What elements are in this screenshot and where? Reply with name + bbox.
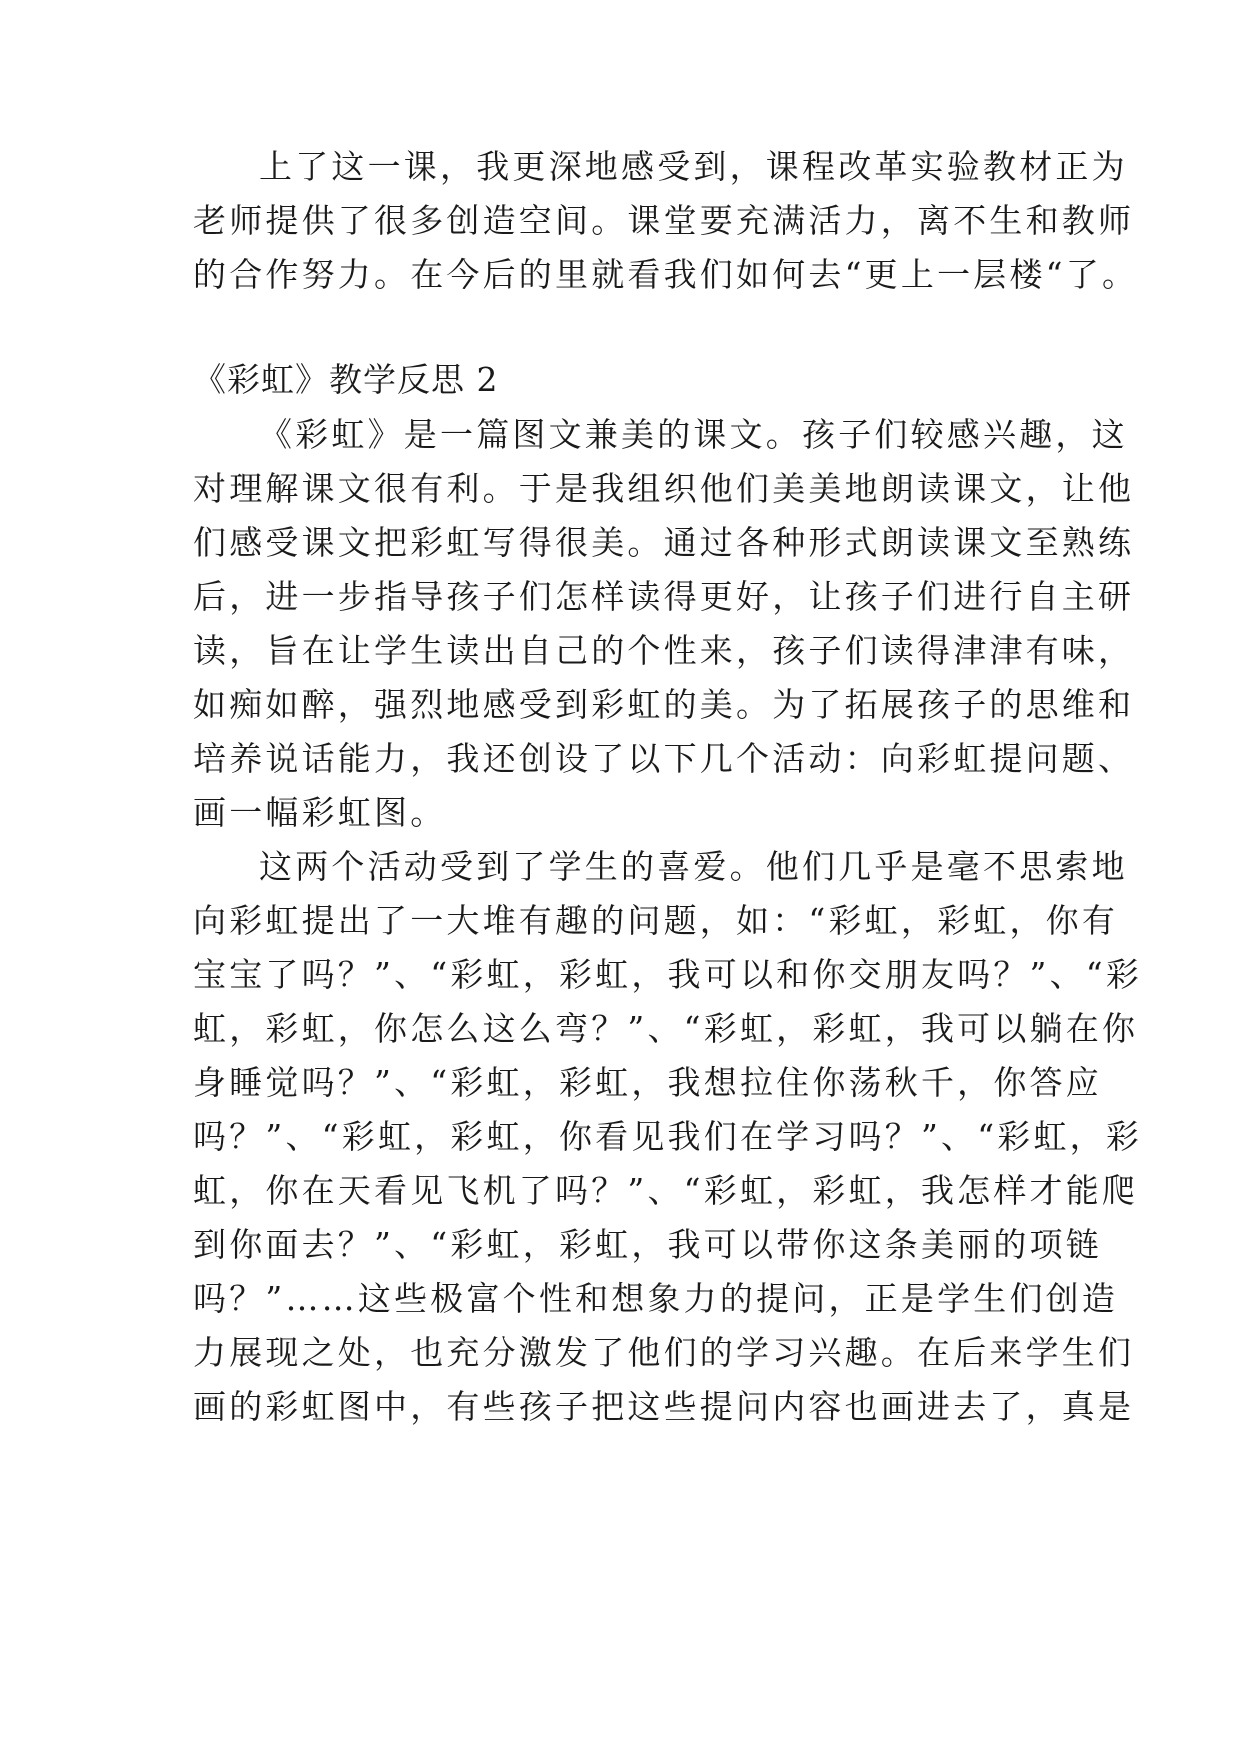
- paragraph-1-line: 后，进一步指导孩子们怎样读得更好，让孩子们进行自主研: [193, 577, 1135, 616]
- paragraph-2-line: 宝宝了吗？”、“彩虹，彩虹，我可以和你交朋友吗？”、“彩: [193, 955, 1143, 994]
- paragraph-2-line: 吗？”、“彩虹，彩虹，你看见我们在学习吗？”、“彩虹，彩: [193, 1117, 1143, 1156]
- paragraph-2-line: 到你面去？”、“彩虹，彩虹，我可以带你这条美丽的项链: [193, 1225, 1102, 1264]
- paragraph-2-line: 这两个活动受到了学生的喜爱。他们几乎是毫不思索地: [259, 847, 1128, 886]
- paragraph-2-line: 向彩虹提出了一大堆有趣的问题，如：“彩虹，彩虹，你有: [193, 901, 1119, 940]
- intro-paragraph-line: 的合作努力。在今后的里就看我们如何去“更上一层楼“了。: [193, 255, 1139, 294]
- paragraph-2-line: 画的彩虹图中，有些孩子把这些提问内容也画进去了，真是: [193, 1387, 1135, 1426]
- paragraph-1-line: 读，旨在让学生读出自己的个性来，孩子们读得津津有味，: [193, 631, 1135, 670]
- paragraph-1-line: 对理解课文很有利。于是我组织他们美美地朗读课文，让他: [193, 469, 1135, 508]
- paragraph-1-line: 培养说话能力，我还创设了以下几个活动：向彩虹提问题、: [193, 739, 1135, 778]
- paragraph-2-line: 虹，你在天看见飞机了吗？”、“彩虹，彩虹，我怎样才能爬: [193, 1171, 1139, 1210]
- paragraph-2-line: 虹，彩虹，你怎么这么弯？”、“彩虹，彩虹，我可以躺在你: [193, 1009, 1139, 1048]
- intro-paragraph-line: 上了这一课，我更深地感受到，课程改革实验教材正为: [259, 147, 1128, 186]
- intro-paragraph-line: 老师提供了很多创造空间。课堂要充满活力，离不生和教师: [193, 201, 1135, 240]
- paragraph-2-line: 身睡觉吗？”、“彩虹，彩虹，我想拉住你荡秋千，你答应: [193, 1063, 1102, 1102]
- paragraph-1-line: 画一幅彩虹图。: [193, 793, 447, 832]
- paragraph-2-line: 吗？”……这些极富个性和想象力的提问，正是学生们创造: [193, 1279, 1119, 1318]
- section-title: 《彩虹》教学反思 2: [193, 360, 499, 399]
- paragraph-1-line: 们感受课文把彩虹写得很美。通过各种形式朗读课文至熟练: [193, 523, 1135, 562]
- paragraph-2-line: 力展现之处，也充分激发了他们的学习兴趣。在后来学生们: [193, 1333, 1135, 1372]
- paragraph-1-line: 《彩虹》是一篇图文兼美的课文。孩子们较感兴趣，这: [259, 415, 1128, 454]
- paragraph-1-line: 如痴如醉，强烈地感受到彩虹的美。为了拓展孩子的思维和: [193, 685, 1135, 724]
